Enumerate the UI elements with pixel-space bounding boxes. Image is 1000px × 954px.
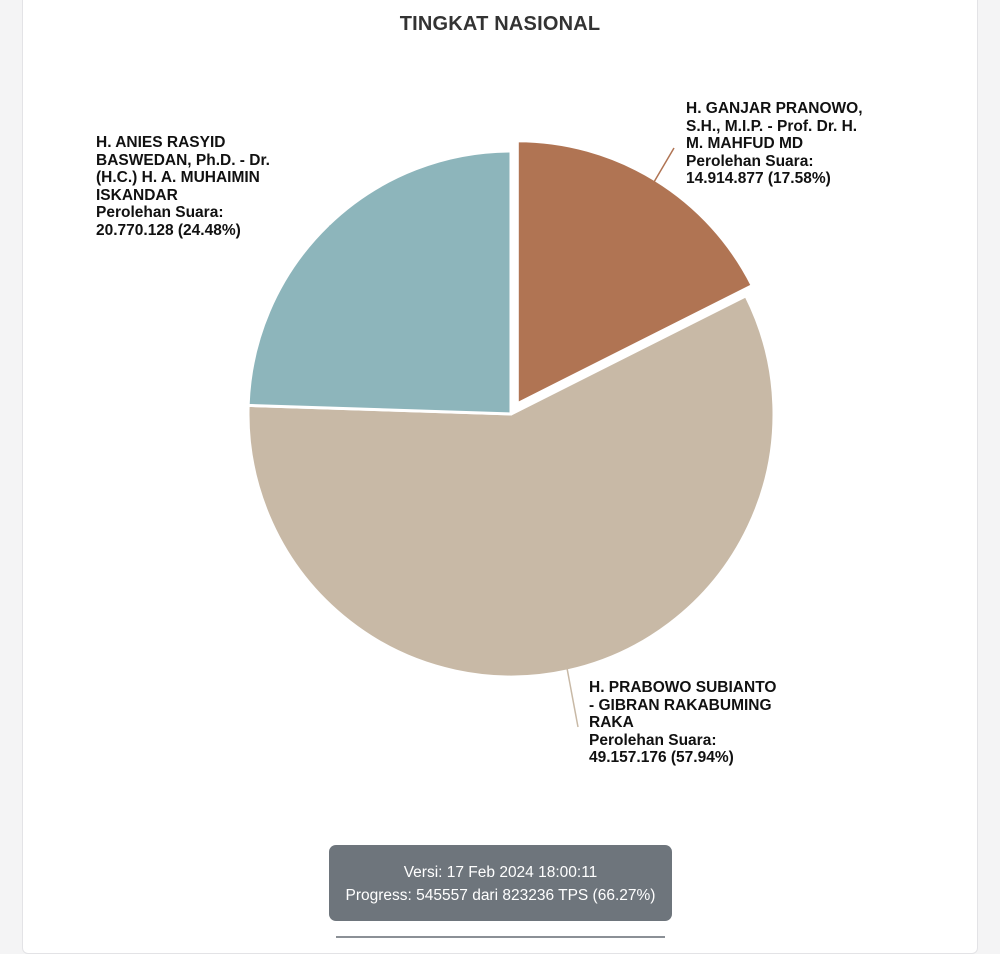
version-progress-box	[329, 845, 672, 921]
slice-label-line: 20.770.128 (24.48%)	[96, 222, 306, 240]
slice-label-line: S.H., M.I.P. - Prof. Dr. H.	[686, 118, 896, 136]
slice-label-line: 14.914.877 (17.58%)	[686, 170, 896, 188]
slice-prabowo-connector	[567, 669, 578, 727]
slice-label-line: Perolehan Suara:	[686, 153, 896, 171]
slice-label-line: - GIBRAN RAKABUMING	[589, 697, 809, 715]
slice-label-line: RAKA	[589, 714, 809, 732]
version-text: Versi: 17 Feb 2024 18:00:11	[329, 861, 672, 884]
slice-label-line: ISKANDAR	[96, 187, 306, 205]
slice-label-line: H. GANJAR PRANOWO,	[686, 100, 896, 118]
slice-label-anies	[96, 134, 306, 239]
slice-label-prabowo	[589, 679, 809, 767]
slice-label-line: H. ANIES RASYID	[96, 134, 306, 152]
slice-label-ganjar	[686, 100, 896, 188]
slice-ganjar-connector	[654, 148, 674, 182]
slice-label-line: Perolehan Suara:	[589, 732, 809, 750]
slice-label-line: 49.157.176 (57.94%)	[589, 749, 809, 767]
divider	[336, 936, 665, 938]
slice-label-line: M. MAHFUD MD	[686, 135, 896, 153]
slice-label-line: (H.C.) H. A. MUHAIMIN	[96, 169, 306, 187]
progress-text: Progress: 545557 dari 823236 TPS (66.27%)	[329, 884, 672, 907]
slice-label-line: Perolehan Suara:	[96, 204, 306, 222]
slice-label-line: H. PRABOWO SUBIANTO	[589, 679, 809, 697]
chart-title: TINGKAT NASIONAL	[0, 13, 1000, 36]
slice-label-line: BASWEDAN, Ph.D. - Dr.	[96, 152, 306, 170]
